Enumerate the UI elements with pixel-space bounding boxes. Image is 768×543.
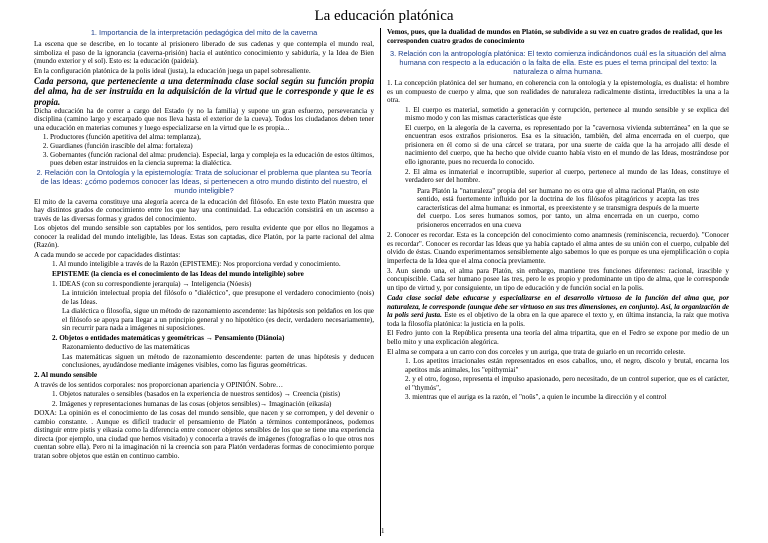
caballo-fogoso-item: 2. y el otro, fogoso, representa el impulso apasionado, pero necesitado, de un control superior, que es el carácter, el "thymós", [405,375,729,392]
item-inteligible: 1. Al mundo inteligible a través de la Razón (EPISTEME): Nos proporciona verdad y conocimiento. [52,260,341,269]
list-item: 3. Gobernantes (función racional del alma: prudencia). Especial, larga y compleja es la educación de estos últimos, pues deben estar instruidos en la ciencia suprema: la dialéctica. [50,151,374,168]
doxa-paragraph: DOXA: La opinión es el conocimiento de las cosas del mundo sensible, que nacen y se corrompen, y del devenir o cambio constante. . Aunque es difícil traducir el pensamiento de Platón a términos contemporáneos, podemos distinguir entre pistis y eikasia como la diferencia entre conocer objetos sensibles de los que se tiene una experiencia directa (por ejemplo, una ciudad que hemos visitado) y conocerla a través de imágenes (fotografías o lo que otros nos cuentan sobre ella). Pero ni la imaginación ni la creencia son para Platón verdaderas formas de conocimiento porque tratan sobre objetos que están en continuo cambio. [34,409,374,460]
sensible-item-1: 1. Objetos naturales o sensibles (basados en la experiencia de nuestros sentidos) → Creencia (pistis) [52,390,341,399]
episteme-line: EPISTEME (la ciencia es el conocimiento de las Ideas del mundo inteligible) sobre [52,270,304,278]
classes-list [34,133,374,167]
justicia-text: Este es el objetivo de la obra en la que aparece el texto y, en última instancia, la raíz que motiva toda la filosofía platónica: la justicia en la polis. [387,311,729,328]
ideas-description: La intuición intelectual propia del filósofo o "dialéctico", que presupone el verdadero conocimiento (nois) de las Ideas. [62,289,374,306]
list-item: 2. Guardianes (función irascible del alma: fortaleza) [50,142,374,151]
sensible-description: A través de los sentidos corporales: nos proporcionan apariencia y OPINIÓN. Sobre… [34,380,284,389]
left-column [34,28,374,536]
cuerpo-item: 1. El cuerpo es material, sometido a generación y corrupción, pertenece al mundo sensible y se explica del mismo modo y con las mismas características que éste [405,105,729,123]
fedro-paragraph: El Fedro junto con la República presenta una teoría del alma tripartita, que en el Fedro se expone por medio de un bello mito y una explicación alegórica. [387,329,729,346]
concepcion-paragraph: 1. La concepción platónica del ser humano, en coherencia con la ontología y la epistemología, es dualista: el hombre es un compuesto de cuerpo y alma, que son realidades de naturaleza radicalmente distinta, irreductibles la una a la otra. [387,79,729,105]
page-title: La educación platónica [314,8,454,24]
item-sensible: 2. Al mundo sensible [34,371,98,380]
sensible-item-2: 2. Imágenes y representaciones humanas de las cosas (objetos sensibles)→ Imaginación (eikasía) [52,399,332,408]
clase-social-bold: Cada clase social debe educarse y especializarse en el desarrollo virtuoso de la función del alma que, por naturaleza, le corresponde (aunque debe ser virtuoso en sus tres dimensiones, en conjunto). Así, la organización de la polis será justa. [387,294,729,320]
paragraph-mito: El mito de la caverna constituye una alegoría acerca de la educación del filósofo. En este texto Platón muestra que hay distintos grados de conocimiento entre los que hay una continuidad. La educación consistirá en un ascenso a través de las diversas formas y grados del conocimiento. [34,197,374,223]
ideas-item: 1. IDEAS (con su correspondiente jerarquía) → Inteligencia (Nóesis) [52,279,252,288]
anamnesis-item: 2. Conocer es recordar. Esta es la concepción del conocimiento como anamnesis (reminiscencia, recuerdo). "Conocer es recordar". Conocer es recordar las Ideas que ya había captado el alma antes de su unión con el cuerpo, culpable del olvido de éstas. Cuando experimentamos sensiblemente algo sabemos lo que es porque es una ejemplificación o copia imperfecta de la Idea que el alma conocía previamente. [387,231,729,266]
section-heading-2: 2. Relación con la Ontología y la epistemología: Trata de solucionar el problema que plantea su Teoría de las Ideas: ¿cómo podemos conocer las Ideas, si pertenecen a otro mundo distinto del nuestro, el mundo inteligible? [36,167,372,195]
section-heading-3: 3. Relación con la antropología platónica: El texto comienza indicándonos cuál es la situación del alma humana con respecto a la educación o la falta de ella. Este es pues el tema principal del texto: la naturaleza o alma humana. [389,49,727,77]
lead-paragraph: Cada persona, que perteneciente a una determinada clase social según su función propia del alma, ha de ser instruida en la adquisición de la virtud que le corresponde y que le es propia. [34,76,374,107]
matematicas-paragraph: Las matemáticas siguen un método de razonamiento descendente: parten de unas hipótesis y deducen conclusiones, ayudándose mediante imágenes visibles, como las figuras geométricas. [62,352,374,370]
razonamiento-line: Razonamiento deductivo de las matemáticas [62,343,190,352]
cuerpo-description: El cuerpo, en la alegoría de la caverna, es representado por la "cavernosa vivienda subterránea" en la que se encuentran esos extraños prisioneros. Esa es la situación, también, del alma encerrada en el cuerpo, que prisionera en él como si de una cárcel se tratara, por una suerte de caída que la ha arrojado allí desde el nacimiento del cuerpo, que ha hecho que olvide cuanto había visto en el mundo de las Ideas, mostrándose por ello ignorante, pues no recuerda lo conocido. [405,123,729,167]
dialectica-paragraph: La dialéctica o filosofía, sigue un método de razonamiento ascendente: las hipótesis son peldaños en los que el filósofo se apoya para llegar a un principio general y no hipotético (es decir, verdadero necesariamente), sin recurrir para nada a imágenes ni suposiciones. [62,307,374,333]
alma-item: 2. El alma es inmaterial e incorruptible, superior al cuerpo, pertenece al mundo de las Ideas, constituye el verdadero ser del hombre. [405,167,729,185]
quote-paragraph: Para Platón la "naturaleza" propia del ser humano no es otra que el alma racional Platón, en este sentido, está fuertemente influido por la doctrina de los filósofos pitagóricos y acepta las tres características del alma humana: es inmortal, es preexistente y se transmigra después de la muerte del cuerpo. Los seres humanos somos, por tanto, un alma encerrada en un cuerpo, como prisioneros encerrados en una cueva [417,186,699,229]
list-item: 1. Productores (función apetitiva del alma: templanza), [50,133,374,142]
paragraph-polis: En la configuración platónica de la polis ideal (justa), la educación juega un papel sobresaliente. [34,66,311,75]
right-column [387,28,729,536]
auriga-item: 3. mientras que el auriga es la razón, el "noûs", a quien le incumbe la dirección y el control [405,393,667,402]
objetos-item: 2. Objetos o entidades matemáticas y geométricas → Pensamiento (Diánoia) [52,333,285,342]
paragraph-capacidades: A cada mundo se accede por capacidades distintas: [34,250,181,259]
section-heading-1: 1. Importancia de la interpretación pedagógica del mito de la caverna [90,28,318,37]
paragraph-escena: La escena que se describe, en lo tocante al prisionero liberado de sus cadenas y que contempla el mundo real, simboliza el paso de la ignorancia (caverna-prisión) hacia el auténtico conocimiento y sabiduría, y la Idea de Bien (mundo exterior y el sol). Esto es: la educación (paideia). [34,40,374,66]
carro-paragraph: El alma se compara a un carro con dos corceles y un auriga, que trata de guiarlo en un recorrido celeste. [387,347,686,356]
paragraph-sentidos: Los objetos del mundo sensible son captables por los sentidos, pero resulta evidente que por ellos no llegamos a conocer la realidad del mundo inteligible, las Ideas. Estas son captadas, dice Platón, por la parte racional del alma (Razón). [34,224,374,250]
paragraph-estado: Dicha educación ha de correr a cargo del Estado (y no la familia) y supone un gran esfuerzo, perseverancia y disciplina (camino largo y escarpado que nos lleva hasta el exterior de la cueva). Todos los ciudadanos deben tener una educación en materias comunes y luego especializarse en la virtud que le es propia... [34,106,374,132]
column-divider [380,28,381,536]
page-number: 1 [381,527,385,535]
caballo-negro-item: 1. Los apetitos irracionales están representados en esos caballos, uno, el negro, díscolo y brutal, encarna los apetitos más animales, los "epithymiai" [405,357,729,374]
intro-paragraph: Vemos, pues, que la dualidad de mundos en Platón, se subdivide a su vez en cuatro grados de realidad, que les corresponden cuatro grados de conocimiento [387,28,723,45]
funciones-item: 3. Aun siendo una, el alma para Platón, sin embargo, mantiene tres funciones diferentes: racional, irascible y concupiscible. Cada ser humano posee las tres, pero le es propio y predominante un tipo de alma, que le corresponde un tipo de virtud y, por consiguiente, un tipo de educación y de función social en la polis. [387,266,729,292]
